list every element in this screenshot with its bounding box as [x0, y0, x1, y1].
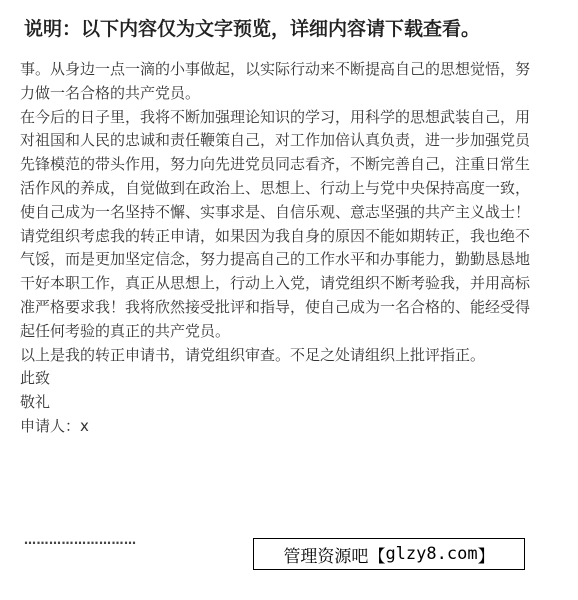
- badge-bracket-close: 】: [477, 546, 495, 567]
- document-body: [20, 58, 540, 439]
- badge-domain: glzy8.com: [385, 544, 478, 564]
- preview-notice: 说明：以下内容仅为文字预览，详细内容请下载查看。: [24, 18, 481, 40]
- paragraph-intro: 事。从身边一点一滴的小事做起，以实际行动来不断提高自己的思想觉悟，努力做一名合格的共产党员。: [20, 60, 531, 102]
- badge-bracket-open: 【: [368, 546, 386, 567]
- paragraph-closing: 以上是我的转正申请书，请党组织审查。不足之处请组织上批评指正。: [20, 345, 486, 364]
- ellipsis-dots: ………………………: [24, 533, 137, 547]
- applicant-signature: 申请人：x: [20, 416, 89, 435]
- paragraph-main: 在今后的日子里，我将不断加强理论知识的学习，用科学的思想武装自己，用对祖国和人民的忠诚和责任鞭策自己，对工作加倍认真负责，进一步加强党员先锋模范的带头作用，努力向先进党员同志看齐，不断完善自己，注重日常生活作风的养成，自觉做到在政治上、思想上、行动上与党中央保持高度一致，使自己成为一名坚持不懈、实事求是、自信乐观、意志坚强的共产主义战士！请党组织考虑我的转正申请，如果因为我自身的原因不能如期转正，我也绝不气馁，而是更加坚定信念，努力提高自己的工作水平和办事能力，勤勤恳恳地干好本职工作，真正从思想上，行动上入党，请党组织不断考验我，并用高标准严格要求我！我将欣然接受批评和指导，使自己成为一名合格的、能经受得起任何考验的真正的共产党员。: [20, 107, 531, 340]
- salutation-cizhi: 此致: [20, 369, 51, 388]
- badge-site-name: 管理资源吧: [283, 546, 369, 567]
- site-watermark-badge: [253, 538, 525, 570]
- salutation-jingli: 敬礼: [20, 393, 51, 412]
